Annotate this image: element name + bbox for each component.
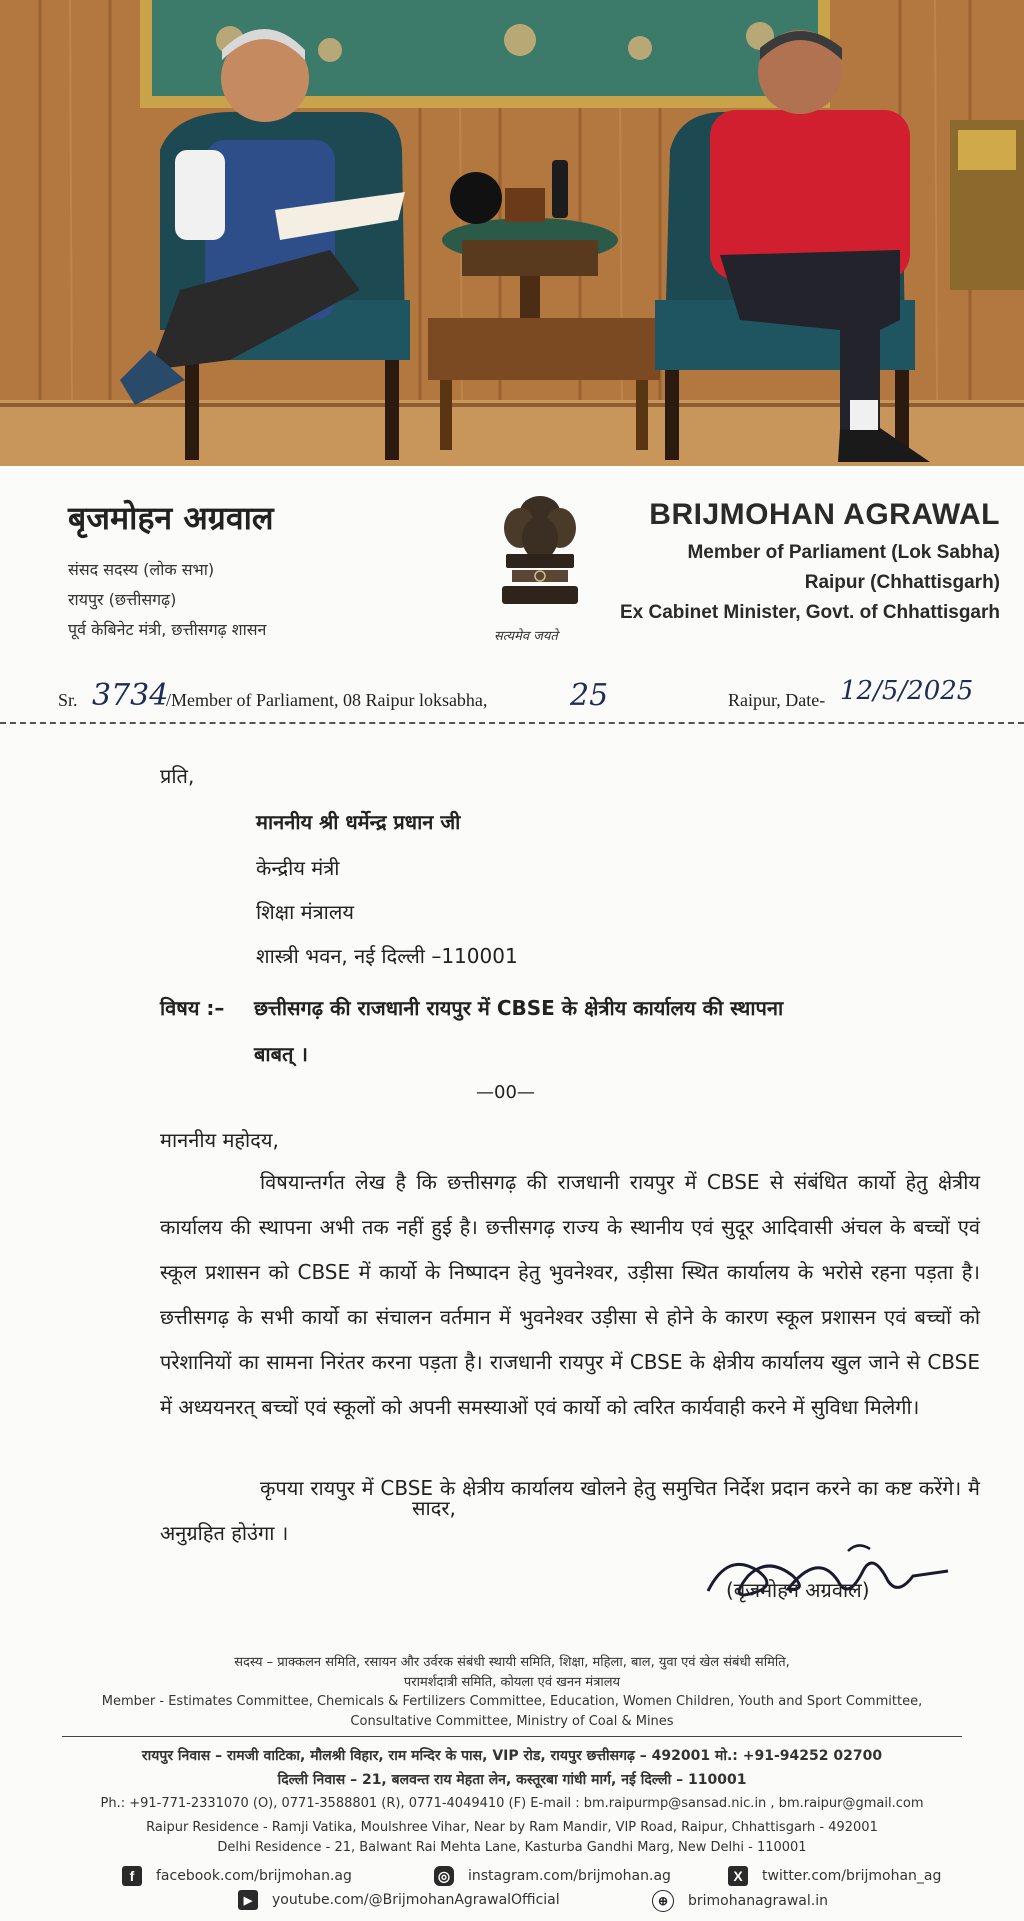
letterhead-english-line: Member of Parliament (Lok Sabha) (687, 542, 1000, 563)
committee-hindi: परामर्शदात्री समिति, कोयला एवं खनन मंत्रालय (403, 1675, 621, 1690)
meeting-photo (0, 0, 1024, 466)
subject-line: छत्तीसगढ़ की राजधानी रायपुर में CBSE के क्षेत्रीय कार्यालय की स्थापना (254, 996, 784, 1020)
subject-line: बाबत् । (254, 1042, 308, 1066)
national-emblem-icon (492, 490, 588, 610)
salutation: माननीय महोदय, (160, 1128, 279, 1152)
sr-suffix: 25 (570, 678, 609, 713)
address-english: Delhi Residence - 21, Balwant Rai Mehta Lane, Kasturba Gandhi Marg, New Delhi - 110001 (217, 1840, 807, 1855)
date-value: 12/5/2025 (840, 676, 974, 706)
recipient-line: शिक्षा मंत्रालय (256, 900, 354, 924)
body-paragraph (160, 1160, 980, 1430)
recipient-line: शास्त्री भवन, नई दिल्ली –110001 (256, 944, 518, 968)
twitter-link[interactable]: twitter.com/brijmohan_ag (762, 1868, 942, 1884)
address-hindi: दिल्ली निवास – 21, बलवन्त राय मेहता लेन, कस्तूरबा गांधी मार्ग, नई दिल्ली – 110001 (277, 1772, 747, 1788)
social-facebook[interactable] (122, 1866, 352, 1886)
closing: सादर, (412, 1496, 456, 1520)
website-link[interactable]: brimohanagrawal.in (688, 1893, 828, 1909)
letter-page (0, 466, 1024, 1921)
date-label: Raipur, Date- (728, 690, 826, 710)
subject-label: विषय :– (160, 996, 225, 1020)
recipient-line: माननीय श्री धर्मेन्द्र प्रधान जी (256, 810, 461, 834)
letterhead-hindi-line: पूर्व केबिनेट मंत्री, छत्तीसगढ़ शासन (68, 620, 267, 639)
social-twitter[interactable] (728, 1866, 941, 1886)
committee-english: Consultative Committee, Ministry of Coal & Mines (350, 1714, 674, 1729)
letterhead-english-line: Raipur (Chhattisgarh) (804, 572, 1000, 593)
letterhead-english-line: Ex Cabinet Minister, Govt. of Chhattisgarh (619, 602, 1000, 623)
letterhead-hindi-line: रायपुर (छत्तीसगढ़) (68, 590, 177, 609)
phone-line: Ph.: +91-771-2331070 (O), 0771-3588801 (R), 0771-4049410 (F) E-mail : bm.raipurmp@sansad.nic.in , bm.raipur@gmail.com (100, 1796, 924, 1811)
instagram-icon: ◎ (434, 1866, 454, 1886)
sr-label: Sr. (58, 690, 78, 710)
recipient-line: केन्द्रीय मंत्री (256, 856, 340, 880)
separator: —00— (476, 1082, 535, 1103)
reference-row (58, 676, 1018, 720)
social-instagram[interactable] (434, 1866, 671, 1886)
youtube-icon: ▶ (238, 1890, 258, 1910)
twitter-x-icon: X (728, 1866, 748, 1886)
header-divider (0, 722, 1024, 726)
meeting-photo-illustration (0, 0, 1024, 466)
youtube-link[interactable]: youtube.com/@BrijmohanAgrawalOfficial (272, 1892, 560, 1908)
body-paragraph-text: कृपया रायपुर में CBSE के क्षेत्रीय कार्यालय खोलने हेतु समुचित निर्देश प्रदान करने का कष्ट करेंगे। मै अनुग्रहित होउंगा । (160, 1476, 980, 1545)
social-website[interactable] (652, 1890, 828, 1912)
address-hindi: रायपुर निवास – रामजी वाटिका, मौलश्री विहार, राम मन्दिर के पास, VIP रोड, रायपुर छत्तीसगढ़ – 492001 मो.: +91-94252 02700 (141, 1748, 883, 1764)
letterhead-english-name: BRIJMOHAN AGRAWAL (649, 498, 1000, 531)
letterhead-hindi-line: संसद सदस्य (लोक सभा) (68, 560, 215, 579)
prati: प्रति, (160, 764, 195, 788)
globe-icon: ⊕ (652, 1890, 674, 1912)
instagram-link[interactable]: instagram.com/brijmohan.ag (468, 1868, 671, 1884)
facebook-icon: f (122, 1866, 142, 1886)
letterhead-hindi-name: बृजमोहन अग्रवाल (68, 499, 274, 537)
sr-number: 3734 (92, 678, 169, 713)
facebook-link[interactable]: facebook.com/brijmohan.ag (156, 1868, 352, 1884)
sr-text: /Member of Parliament, 08 Raipur loksabha, (166, 690, 488, 710)
address-english: Raipur Residence - Ramji Vatika, Moulshree Vihar, Near by Ram Mandir, VIP Road, Raipur, Chhattisgarh - 492001 (146, 1820, 878, 1835)
footer-divider (62, 1736, 962, 1737)
committee-hindi: सदस्य – प्राक्कलन समिति, रसायन और उर्वरक संबंधी स्थायी समिति, शिक्षा, महिला, बाल, युवा एवं खेल संबंधी समिति, (234, 1655, 790, 1670)
social-youtube[interactable] (238, 1890, 560, 1910)
emblem-motto: सत्यमेव जयते (494, 629, 558, 644)
body-paragraph-text: विषयान्तर्गत लेख है कि छत्तीसगढ़ की राजधानी रायपुर में CBSE से संबंधित कार्यो हेतु क्षेत्रीय कार्यालय की स्थापना अभी तक नहीं हुई है। छत्तीसगढ़ राज्य के स्थानीय एवं सुदूर आदिवासी अंचल के बच्चों एवं स्कूल प्रशासन को CBSE में कार्यो के निष्पादन हेतु भुवनेश्वर, उड़ीसा स्थित कार्यालय के भरोसे रहना पड़ता है। छत्तीसगढ़ के सभी कार्यो का संचालन वर्तमान में भुवनेश्वर उड़ीसा से होने के कारण स्कूल प्रशासन एवं बच्चों को परेशानियों का सामना निरंतर करना पड़ता है। राजधानी रायपुर में CBSE के क्षेत्रीय कार्यालय खुल जाने से CBSE में अध्ययनरत् बच्चों एवं स्कूलों को अपनी समस्याओं एवं कार्यो को त्वरित कार्यवाही करने में सुविधा मिलेगी। (160, 1170, 980, 1419)
signature-name: (बृजमोहन अग्रवाल) (726, 1578, 870, 1602)
committee-english: Member - Estimates Committee, Chemicals & Fertilizers Committee, Education, Women Children, Youth and Sport Committee, (101, 1694, 923, 1709)
